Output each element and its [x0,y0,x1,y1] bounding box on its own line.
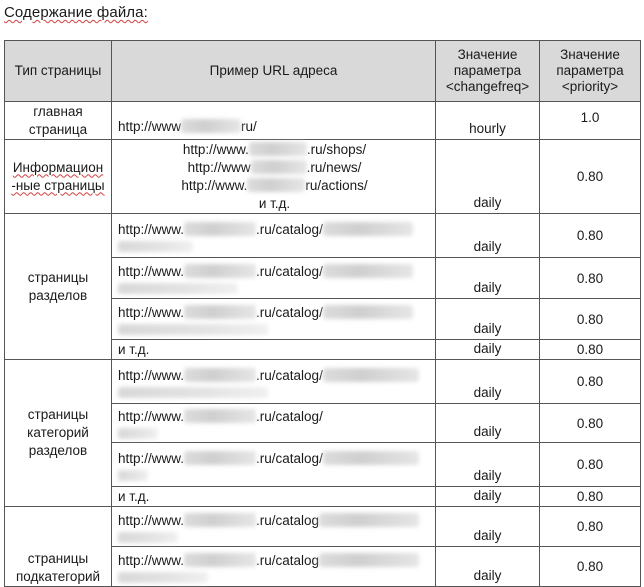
row-main-freq: hourly [436,102,540,140]
row-sections-url: http://www. .ru/catalog/ [112,299,436,340]
redacted-domain [184,553,256,567]
row-sections-prio: 0.80 [540,258,641,299]
table-row [5,507,641,547]
row-categories-prio: 0.80 [540,443,641,487]
redacted-domain [184,222,256,236]
redacted-domain [184,409,256,423]
row-categories-url: http://www. .ru/catalog/ [112,443,436,487]
row-main-prio: 1.0 [540,102,641,140]
row-subcategories-url: http://www. .ru/catalog [112,507,436,547]
redacted-path [118,532,178,543]
table-row [5,140,641,214]
table-header-row [5,41,641,102]
redacted-path [323,368,419,382]
row-subcategories-prio: 0.80 [540,547,641,587]
row-subcategories-freq: daily [436,507,540,547]
redacted-domain [251,160,307,174]
row-info-freq: daily [436,140,540,214]
redacted-domain [184,305,256,319]
redacted-domain [181,119,241,133]
row-sections-etc: и т.д. [112,340,436,360]
row-categories-prio: 0.80 [540,360,641,404]
redacted-path [118,324,268,335]
row-subcategories-url: http://www. .ru/catalog [112,547,436,587]
table-row [5,102,641,140]
row-sections-prio: 0.80 [540,340,641,360]
header-priority: Значение параметра <priority> [540,41,641,102]
header-page-type: Тип страницы [5,41,112,102]
row-sections-freq: daily [436,340,540,360]
redacted-path [118,241,193,252]
redacted-path [118,470,148,481]
row-sections-url: http://www. .ru/catalog/ [112,258,436,299]
row-subcategories-type: страницы подкатегорий [5,507,112,587]
header-url-example: Пример URL адреса [112,41,436,102]
redacted-path [323,264,413,278]
row-categories-freq: daily [436,443,540,487]
row-sections-freq: daily [436,214,540,258]
header-changefreq: Значение параметра <changefreq> [436,41,540,102]
redacted-domain [184,264,256,278]
redacted-path [323,222,413,236]
row-main-type: главная страница [5,102,112,140]
row-info-urls: http://www. .ru/shops/ http://www .ru/news/ http://www. ru/actions/ и т.д. [112,140,436,214]
caption-text: Содержание файла: [4,4,148,21]
row-sections-freq: daily [436,299,540,340]
row-info-type: Информацион -ные страницы [5,140,112,214]
row-categories-prio: 0.80 [540,487,641,507]
redacted-path [319,553,419,567]
row-categories-freq: daily [436,487,540,507]
row-sections-prio: 0.80 [540,299,641,340]
table-row [5,214,641,258]
row-subcategories-prio: 0.80 [540,507,641,547]
redacted-domain [247,178,305,192]
row-categories-url: http://www. .ru/catalog/ [112,360,436,404]
row-sections-freq: daily [436,258,540,299]
redacted-path [118,572,208,583]
row-categories-freq: daily [436,404,540,443]
row-main-url: http://www ru/ [112,102,436,140]
row-sections-type: страницы разделов [5,214,112,360]
row-sections-prio: 0.80 [540,214,641,258]
row-categories-prio: 0.80 [540,404,641,443]
redacted-domain [184,513,256,527]
sitemap-table [4,40,641,587]
file-contents-caption [4,4,148,21]
redacted-path [323,451,419,465]
redacted-path [118,387,268,398]
redacted-domain [249,142,307,156]
row-categories-etc: и т.д. [112,487,436,507]
redacted-path [319,513,419,527]
row-categories-type: страницы категорий разделов [5,360,112,507]
redacted-path [323,305,413,319]
redacted-domain [184,451,256,465]
row-info-prio: 0.80 [540,140,641,214]
table-row [5,360,641,404]
redacted-domain [184,368,256,382]
row-categories-freq: daily [436,360,540,404]
row-subcategories-freq: daily [436,547,540,587]
row-categories-url: http://www. .ru/catalog/ [112,404,436,443]
row-sections-url: http://www. .ru/catalog/ [112,214,436,258]
redacted-path [118,428,158,439]
redacted-path [118,283,238,294]
